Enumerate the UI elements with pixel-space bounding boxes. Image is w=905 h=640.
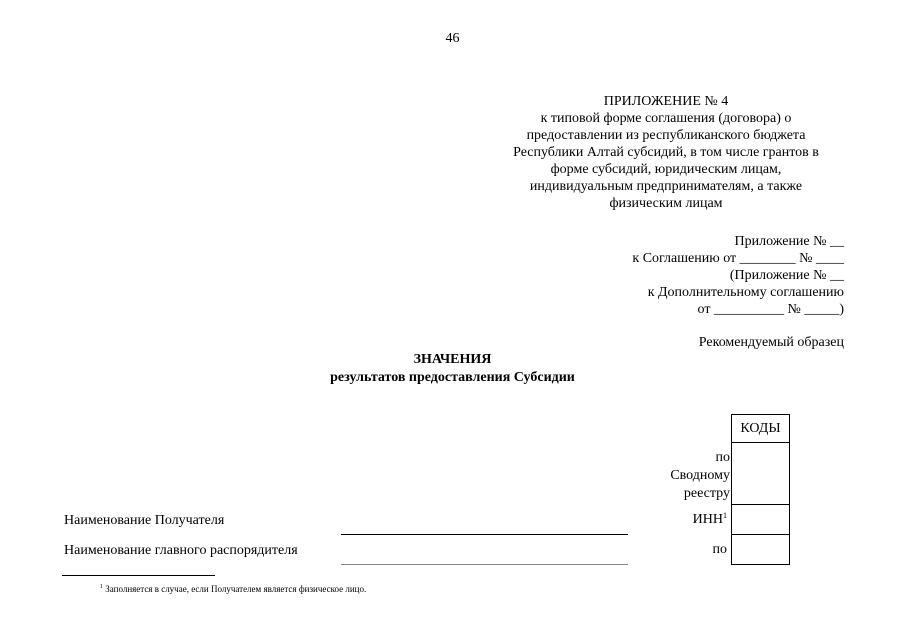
registry-code-cell [731, 442, 790, 505]
codes-header: КОДЫ [731, 414, 790, 443]
inn-code-cell [731, 504, 790, 535]
registry-label-line: по [715, 450, 730, 465]
recommended-sample-label: Рекомендуемый образец [698, 335, 844, 350]
manager-code-cell [731, 534, 790, 565]
agreement-line: от __________ № _____) [697, 302, 844, 317]
agreement-reference-block [632, 233, 844, 318]
footnote-separator [62, 575, 215, 576]
recipient-name-fill-line [341, 534, 628, 535]
agreement-line: (Приложение № __ [729, 268, 844, 283]
appendix-line: индивидуальным предпринимателям, а также [529, 179, 803, 194]
appendix-line: ПРИЛОЖЕНИЕ № 4 [603, 94, 729, 109]
chief-manager-name-label: Наименование главного распорядителя [64, 543, 298, 558]
footnote [100, 584, 366, 594]
footnote-mark: 1 [100, 584, 103, 590]
appendix-line: к типовой форме соглашения (договора) о [540, 111, 792, 126]
inn-label-text: ИНН [692, 512, 723, 527]
appendix-line: физическим лицам [609, 196, 723, 211]
inn-footnote-mark: 1 [723, 511, 727, 520]
page-number: 46 [445, 31, 460, 46]
document-subtitle: результатов предоставления Субсидии [330, 370, 575, 385]
recipient-name-label: Наименование Получателя [64, 513, 225, 528]
registry-label-line: Сводному [670, 468, 730, 483]
agreement-line: Приложение № __ [734, 234, 844, 249]
agreement-line: к Дополнительному соглашению [647, 285, 844, 300]
inn-code-label [693, 512, 727, 528]
document-title: ЗНАЧЕНИЯ [413, 352, 492, 367]
manager-code-label: по [712, 542, 727, 557]
appendix-heading-block [480, 93, 852, 212]
agreement-line: к Соглашению от ________ № ____ [632, 251, 844, 266]
appendix-line: Республики Алтай субсидий, в том числе грантов в [513, 145, 819, 160]
registry-code-label [670, 449, 730, 503]
appendix-line: форме субсидий, юридическим лицам, [550, 162, 782, 177]
registry-label-line: реестру [683, 486, 730, 501]
chief-manager-name-fill-line [341, 564, 628, 565]
appendix-line: предоставлении из республиканского бюджета [526, 128, 806, 143]
footnote-text: Заполняется в случае, если Получателем является физическое лицо. [105, 584, 367, 594]
